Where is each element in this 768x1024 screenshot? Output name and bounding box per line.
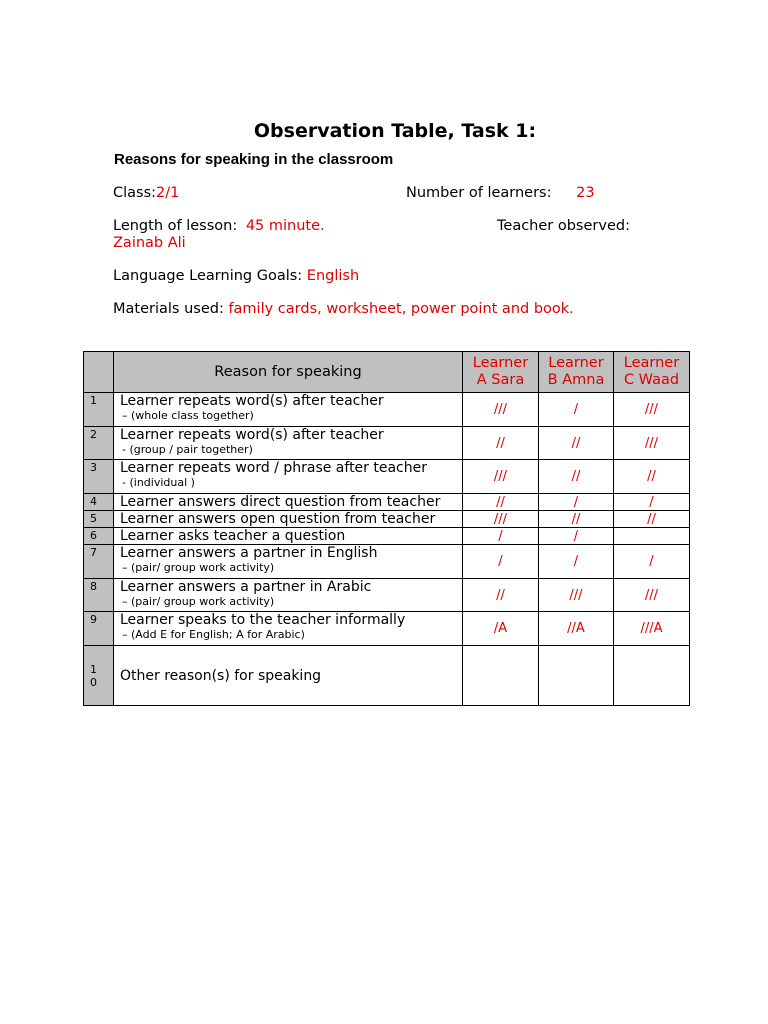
row-number-cell: 6 [84, 528, 114, 545]
class-label: Class: [113, 185, 157, 201]
reason-cell [114, 511, 463, 528]
class-field [113, 185, 179, 201]
table-row [84, 545, 690, 579]
header-learner-b [539, 352, 614, 393]
tally-learner-c [614, 528, 690, 545]
tally-learner-b: / [539, 494, 614, 511]
tally-learner-c: // [614, 511, 690, 528]
learner-a-line1: Learner [472, 355, 529, 371]
reason-subtext: - (individual ) [122, 476, 195, 489]
tally-learner-c: /// [614, 579, 690, 612]
reason-cell [114, 427, 463, 460]
header-reason-cell: Reason for speaking [114, 352, 463, 393]
observation-table [83, 351, 690, 706]
materials-field [113, 301, 574, 317]
tally-learner-a: /// [463, 460, 539, 494]
reason-cell [114, 528, 463, 545]
tally-learner-a [463, 646, 539, 706]
tally-learner-a: / [463, 528, 539, 545]
table-row [84, 460, 690, 494]
tally-learner-a: /// [463, 511, 539, 528]
learner-b-line1: Learner [548, 355, 604, 371]
page-title: Observation Table, Task 1: [253, 120, 537, 142]
reason-text: Learner repeats word / phrase after teacher [120, 460, 427, 476]
language-goals-value: English [306, 268, 360, 284]
learners-count-field [406, 185, 595, 201]
reason-cell [114, 579, 463, 612]
reason-subtext: – (pair/ group work activity) [122, 595, 275, 608]
tally-learner-b: //A [539, 612, 614, 646]
learner-c-line2: C Waad [623, 372, 680, 388]
header-learner-a [463, 352, 539, 393]
reason-cell [114, 460, 463, 494]
reason-text: Learner answers a partner in English [120, 545, 378, 561]
reason-subtext: – (whole class together) [122, 409, 254, 422]
reason-text: Learner answers direct question from teacher [120, 494, 441, 510]
row-number-cell: 9 [84, 612, 114, 646]
lesson-length-value: 45 minute. [245, 218, 325, 234]
learners-count-value: 23 [576, 185, 595, 201]
tally-learner-a: / [463, 545, 539, 579]
reason-text: Learner asks teacher a question [120, 528, 346, 544]
row-number-cell: 8 [84, 579, 114, 612]
tally-learner-c: ///A [614, 612, 690, 646]
row-number-cell: 3 [84, 460, 114, 494]
reason-text: Learner answers a partner in Arabic [120, 579, 372, 595]
tally-learner-b: /// [539, 579, 614, 612]
reason-text: Learner answers open question from teacher [120, 511, 436, 527]
reason-cell [114, 393, 463, 427]
tally-learner-b [539, 646, 614, 706]
page-subtitle: Reasons for speaking in the classroom [114, 151, 394, 168]
tally-learner-b: / [539, 545, 614, 579]
table-row [84, 511, 690, 528]
tally-learner-b: / [539, 528, 614, 545]
header-learner-c [614, 352, 690, 393]
row-number-cell: 1 0 [84, 646, 114, 706]
tally-learner-b: / [539, 393, 614, 427]
tally-learner-c: /// [614, 427, 690, 460]
reason-subtext: – (Add E for English; A for Arabic) [122, 628, 305, 641]
table-row [84, 393, 690, 427]
reason-text: Learner speaks to the teacher informally [120, 612, 406, 628]
table-row [84, 646, 690, 706]
reason-cell [114, 646, 463, 706]
tally-learner-a: // [463, 427, 539, 460]
header-number-cell [84, 352, 114, 393]
lesson-length-field [113, 218, 325, 234]
learner-b-line2: B Amna [547, 372, 605, 388]
reason-subtext: – (pair/ group work activity) [122, 561, 275, 574]
materials-value: family cards, worksheet, power point and book. [228, 301, 574, 317]
tally-learner-b: // [539, 427, 614, 460]
tally-learner-a: // [463, 579, 539, 612]
reason-cell [114, 494, 463, 511]
materials-label: Materials used: [113, 301, 224, 317]
row-number-cell: 4 [84, 494, 114, 511]
tally-learner-c [614, 646, 690, 706]
tally-learner-c: /// [614, 393, 690, 427]
table-row [84, 528, 690, 545]
table-row [84, 427, 690, 460]
row-number-cell: 5 [84, 511, 114, 528]
table-row [84, 612, 690, 646]
tally-learner-b: // [539, 460, 614, 494]
reason-cell [114, 545, 463, 579]
language-goals-field [113, 268, 359, 284]
tally-learner-a: /A [463, 612, 539, 646]
class-value: 2/1 [156, 185, 180, 201]
row-number-cell: 2 [84, 427, 114, 460]
table-row [84, 579, 690, 612]
reason-text: Other reason(s) for speaking [120, 667, 322, 684]
tally-learner-c: / [614, 494, 690, 511]
language-goals-label: Language Learning Goals: [113, 268, 303, 284]
learners-count-label: Number of learners: [406, 185, 552, 201]
row-number-cell: 7 [84, 545, 114, 579]
learner-c-line1: Learner [623, 355, 680, 371]
tally-learner-b: // [539, 511, 614, 528]
tally-learner-a: /// [463, 393, 539, 427]
table-row [84, 494, 690, 511]
reason-text: Learner repeats word(s) after teacher [120, 393, 384, 409]
row-number-cell: 1 [84, 393, 114, 427]
lesson-length-label: Length of lesson: [113, 218, 238, 234]
teacher-observed-label: Teacher observed: [497, 218, 630, 234]
reason-text: Learner repeats word(s) after teacher [120, 427, 384, 443]
tally-learner-a: // [463, 494, 539, 511]
reason-cell [114, 612, 463, 646]
tally-learner-c: // [614, 460, 690, 494]
teacher-observed-value: Zainab Ali [113, 235, 186, 251]
table-header-row [84, 352, 690, 393]
learner-a-line2: A Sara [476, 372, 525, 388]
tally-learner-c: / [614, 545, 690, 579]
reason-subtext: - (group / pair together) [122, 443, 253, 456]
